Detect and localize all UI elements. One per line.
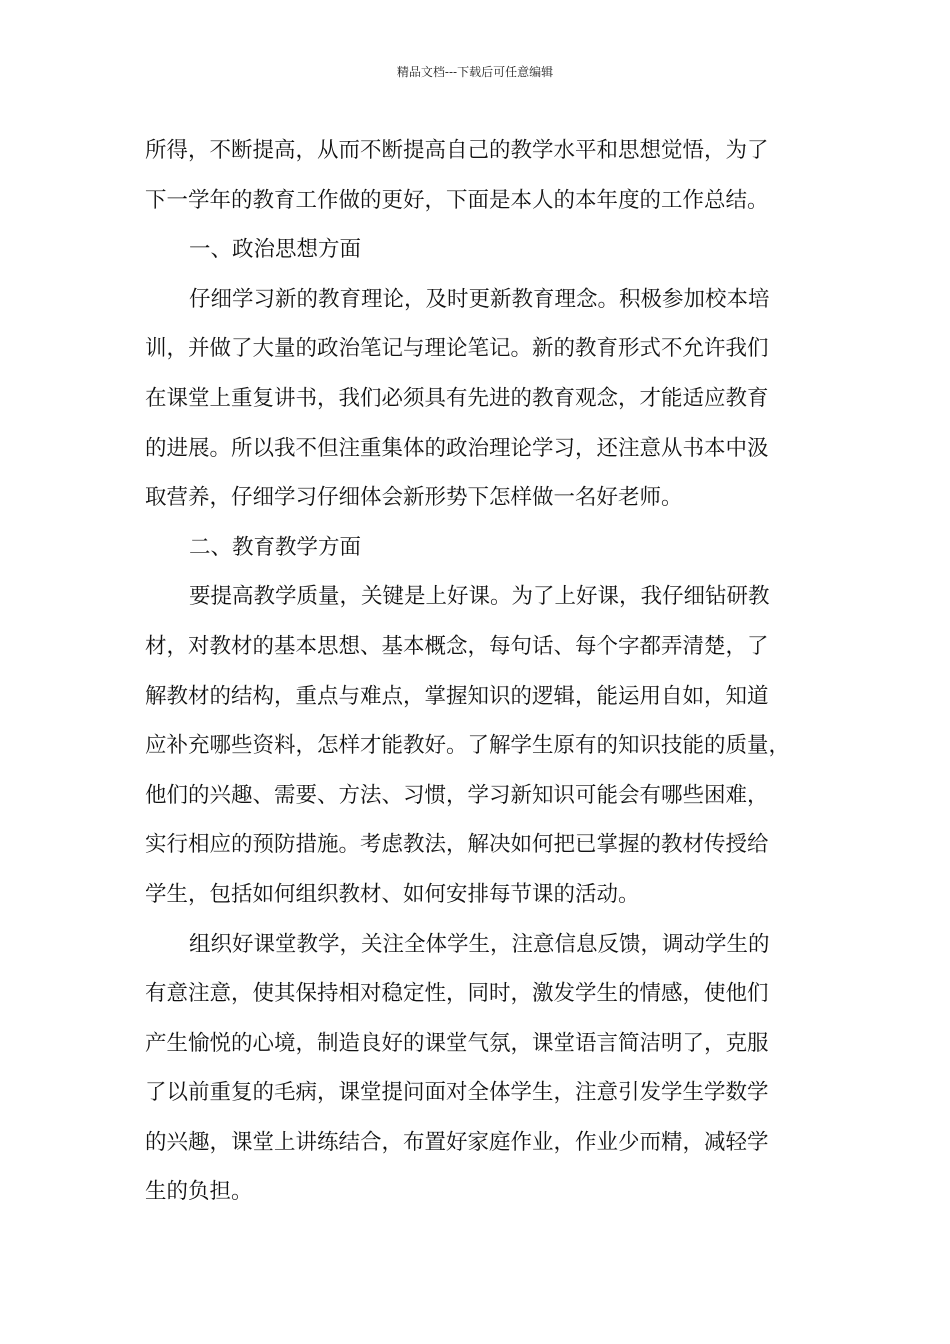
text-line: 下一学年的教育工作做的更好，下面是本人的本年度的工作总结。 [145,187,769,213]
section-heading [145,225,825,275]
text-line: 所得，不断提高，从而不断提高自己的教学水平和思想觉悟，为了 [145,138,769,163]
text-line: 二、教育教学方面 [189,534,362,560]
text-line: 的进展。所以我不但注重集体的政治理论学习，还注意从书本中汲 [145,435,769,461]
text-line: 要提高教学质量，关键是上好课。为了上好课，我仔细钻研教 [189,584,770,610]
text-line: 了以前重复的毛病，课堂提问面对全体学生，注意引发学生学数学 [145,1080,769,1106]
text-line: 有意注意，使其保持相对稳定性，同时，激发学生的情感，使他们 [145,981,769,1007]
page-header: 精品文档---下载后可任意编辑 [396,65,554,79]
text-line: 取营养，仔细学习仔细体会新形势下怎样做一名好老师。 [145,485,683,511]
text-line: 产生愉悦的心境，制造良好的课堂气氛，课堂语言简洁明了，克服 [145,1030,769,1056]
text-line: 他们的兴趣、需要、方法、习惯，学习新知识可能会有哪些困难， [145,782,769,808]
text-line: 训，并做了大量的政治笔记与理论笔记。新的教育形式不允许我们 [145,336,769,362]
document-body [145,126,825,1217]
text-line: 仔细学习新的教育理论，及时更新教育理念。积极参加校本培 [189,286,770,312]
text-line: 解教材的结构，重点与难点，掌握知识的逻辑，能运用自如，知道 [145,683,769,709]
text-line: 材，对教材的基本思想、基本概念，每句话、每个字都弄清楚，了 [145,633,769,659]
paragraph [145,275,825,523]
section-heading [145,523,825,573]
text-line: 一、政治思想方面 [189,237,362,263]
text-line: 生的负担。 [145,1179,253,1205]
paragraph [145,126,825,225]
text-line: 的兴趣，课堂上讲练结合，布置好家庭作业，作业少而精，减轻学 [145,1129,769,1155]
paragraph [145,920,825,1218]
text-line: 学生，包括如何组织教材、如何安排每节课的活动。 [145,881,640,907]
text-line: 应补充哪些资料，怎样才能教好。了解学生原有的知识技能的质量， [145,733,791,759]
paragraph [145,572,825,919]
text-line: 组织好课堂教学，关注全体学生，注意信息反馈，调动学生的 [189,931,770,957]
text-line: 实行相应的预防措施。考虑教法，解决如何把已掌握的教材传授给 [145,832,769,858]
text-line: 在课堂上重复讲书，我们必须具有先进的教育观念，才能适应教育 [145,385,769,411]
